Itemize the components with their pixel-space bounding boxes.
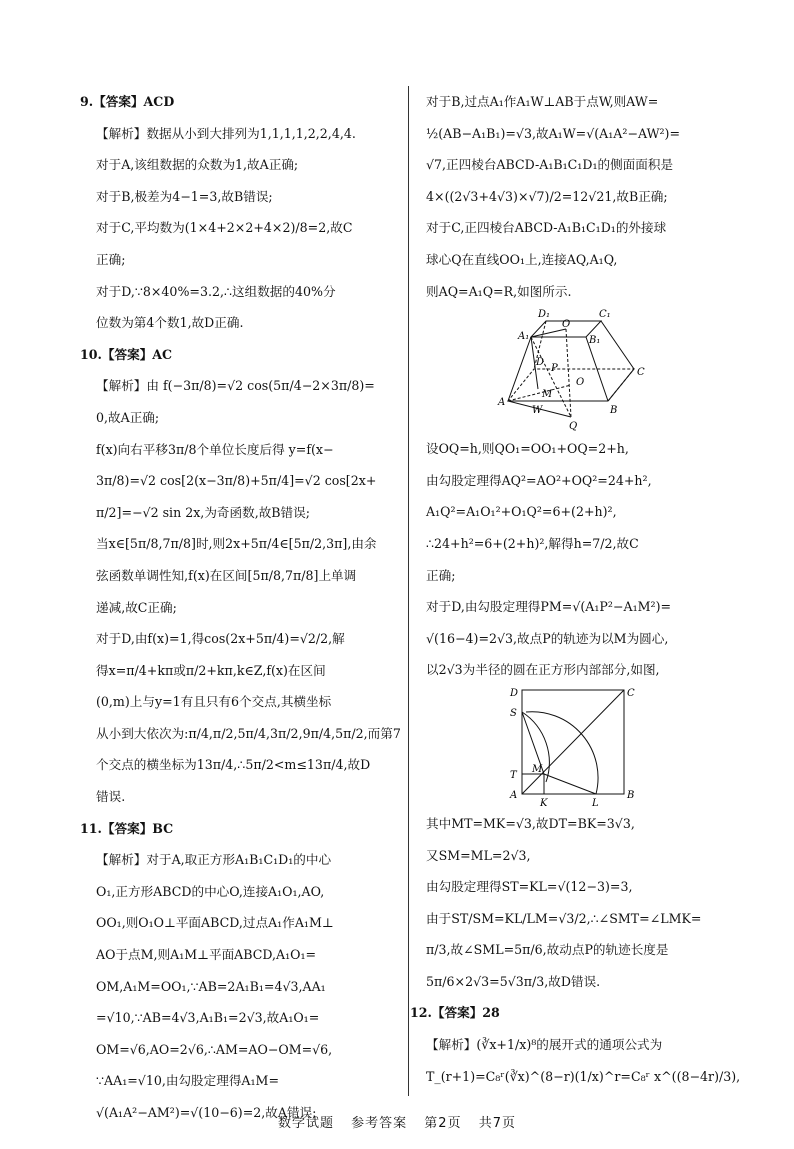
fig2-label: C [627,687,635,699]
analysis-line: f(x)向右平移3π/8个单位长度后得 y=f(x− [96,441,334,457]
analysis-line: 递减,故C正确; [96,599,177,615]
analysis-line: ∴24+h²=6+(2+h)²,解得h=7/2,故C [426,535,639,551]
analysis-line: 对于D,∵8×40%=3.2,∴这组数据的40%分 [96,283,336,299]
analysis-line: 0,故A正确; [96,409,160,425]
analysis-line: 4×((2√3+4√3)×√7)/2=12√21,故B正确; [426,188,668,204]
analysis-line: 对于C,正四棱台ABCD-A₁B₁C₁D₁的外接球 [426,220,667,236]
analysis-line: 弦函数单调性知,f(x)在区间[5π/8,7π/8]上单调 [96,567,357,583]
analysis-line: 设OQ=h,则QO₁=OO₁+OQ=2+h, [426,441,629,457]
analysis-line: 则AQ=A₁Q=R,如图所示. [426,283,572,299]
analysis-line: OM=√6,AO=2√6,∴AM=AO−OM=√6, [96,1041,333,1057]
fig2-label: M [532,763,543,775]
answer-11-heading: 11.【答案】BC [80,820,174,836]
analysis-line: 对于D,由f(x)=1,得cos(2x+5π/4)=√2/2,解 [96,631,345,647]
footer-subject: 数学试题 [277,1116,334,1131]
fig2-label: L [592,797,599,808]
frustum-diagram [426,307,726,433]
analysis-line: 位数为第4个数1,故D正确. [96,315,244,331]
fig1-label: O [562,319,571,331]
analysis-line: 【解析】由 f(−3π/8)=√2 cos(5π/4−2×3π/8)= [96,378,375,394]
footer-total: 共7页 [478,1116,516,1131]
analysis-line: 其中MT=MK=√3,故DT=BK=3√3, [426,815,635,831]
fig1-label: D [536,357,545,369]
analysis-line: ∵AA₁=√10,由勾股定理得A₁M= [96,1073,280,1089]
answer-12-heading: 12.【答案】28 [410,1005,500,1021]
fig1-label: C [637,367,645,379]
footer-page: 第2页 [424,1116,462,1131]
analysis-line: √7,正四棱台ABCD-A₁B₁C₁D₁的侧面面积是 [426,157,674,173]
analysis-line: 个交点的横坐标为13π/4,∴5π/2<m≤13π/4,故D [96,757,371,773]
analysis-line: 以2√3为半径的圆在正方形内部部分,如图, [426,662,660,678]
analysis-line: 【解析】(∛x+1/x)⁸的展开式的通项公式为 [426,1037,663,1053]
analysis-line: 得x=π/4+kπ或π/2+kπ,k∈Z,f(x)在区间 [96,662,326,678]
analysis-line: 对于B,极差为4−1=3,故B错误; [96,188,273,204]
fig1-label: M [542,389,553,401]
fig2-label: T [510,769,517,781]
analysis-line: 错误. [96,789,126,805]
analysis-line: O₁,正方形ABCD的中心O,连接A₁O₁,AO, [96,883,325,899]
page-footer [0,1112,794,1131]
column-divider [408,86,409,1096]
analysis-line: 【解析】数据从小到大排列为1,1,1,1,2,2,4,4. [96,125,356,141]
analysis-line: 正确; [96,251,126,267]
analysis-line: 对于A,该组数据的众数为1,故A正确; [96,157,299,173]
answer-10-heading: 10.【答案】AC [80,346,173,362]
analysis-line: 由勾股定理得ST=KL=√(12−3)=3, [426,879,633,895]
analysis-line: 对于B,过点A₁作A₁W⊥AB于点W,则AW= [426,94,659,109]
analysis-line: 5π/6×2√3=5√3π/3,故D错误. [426,973,601,989]
analysis-line: π/2]=−√2 sin 2x,为奇函数,故B错误; [96,504,310,520]
analysis-line: √(16−4)=2√3,故点P的轨迹为以M为圆心, [426,630,669,646]
analysis-line: π/3,故∠SML=5π/6,故动点P的轨迹长度是 [426,942,669,958]
analysis-line: 对于D,由勾股定理得PM=√(A₁P²−A₁M²)= [426,599,672,615]
analysis-line: A₁Q²=A₁O₁²+O₁Q²=6+(2+h)², [426,504,617,520]
analysis-line: OM,A₁M=OO₁,∵AB=2A₁B₁=4√3,AA₁ [96,978,326,994]
fig1-label: O [576,377,585,389]
fig1-label: W [532,405,543,417]
fig1-label: Q [569,421,578,433]
fig1-label: P [551,363,558,375]
fig1-label: D₁ [538,309,551,321]
fig2-label: K [540,797,548,808]
square-diagram [426,686,726,808]
fig2-label: B [627,789,635,801]
analysis-line: T_(r+1)=C₈ʳ(∛x)^(8−r)(1/x)^r=C₈ʳ x^((8−4r)/3), [426,1068,741,1084]
analysis-line: 当x∈[5π/8,7π/8]时,则2x+5π/4∈[5π/2,3π],由余 [96,536,377,552]
fig1-label: A [498,397,506,409]
left-column [80,86,401,1129]
fig1-label: B [610,405,618,417]
analysis-line: 对于C,平均数为(1×4+2×2+4×2)/8=2,故C [96,220,353,236]
analysis-line: 由于ST/SM=KL/LM=√3/2,∴∠SMT=∠LMK= [426,910,702,926]
square-figure [426,686,726,808]
fig1-label: A₁ [518,331,530,343]
analysis-line: 3π/8)=√2 cos[2(x−3π/8)+5π/4]=√2 cos[2x+ [96,473,377,489]
answer-9-heading: 9.【答案】ACD [80,94,175,109]
analysis-line: (0,m)上与y=1有且只有6个交点,其横坐标 [96,694,332,710]
analysis-line: 由勾股定理得AQ²=AO²+OQ²=24+h², [426,472,652,488]
analysis-line: =√10,∵AB=4√3,A₁B₁=2√3,故A₁O₁= [96,1010,320,1026]
analysis-line: √(A₁A²−AM²)=√(10−6)=2,故A错误; [96,1105,317,1120]
fig2-label: D [510,687,519,699]
analysis-line: 【解析】对于A,取正方形A₁B₁C₁D₁的中心 [96,852,332,868]
fig1-label: B₁ [589,335,601,347]
analysis-line: 正确; [426,567,456,583]
analysis-line: AO于点M,则A₁M⊥平面ABCD,A₁O₁= [96,947,317,963]
analysis-line: 从小到大依次为:π/4,π/2,5π/4,3π/2,9π/4,5π/2,而第7 [96,725,401,741]
right-column [410,86,741,1092]
analysis-line: OO₁,则O₁O⊥平面ABCD,过点A₁作A₁M⊥ [96,915,334,931]
fig2-label: A [510,789,518,801]
analysis-line: ½(AB−A₁B₁)=√3,故A₁W=√(A₁A²−AW²)= [426,125,681,141]
analysis-line: 又SM=ML=2√3, [426,847,531,863]
footer-type: 参考答案 [351,1116,408,1131]
fig1-label: C₁ [599,309,611,321]
frustum-figure [426,307,726,433]
analysis-line: 球心Q在直线OO₁上,连接AQ,A₁Q, [426,251,618,267]
fig2-label: S [510,707,517,719]
